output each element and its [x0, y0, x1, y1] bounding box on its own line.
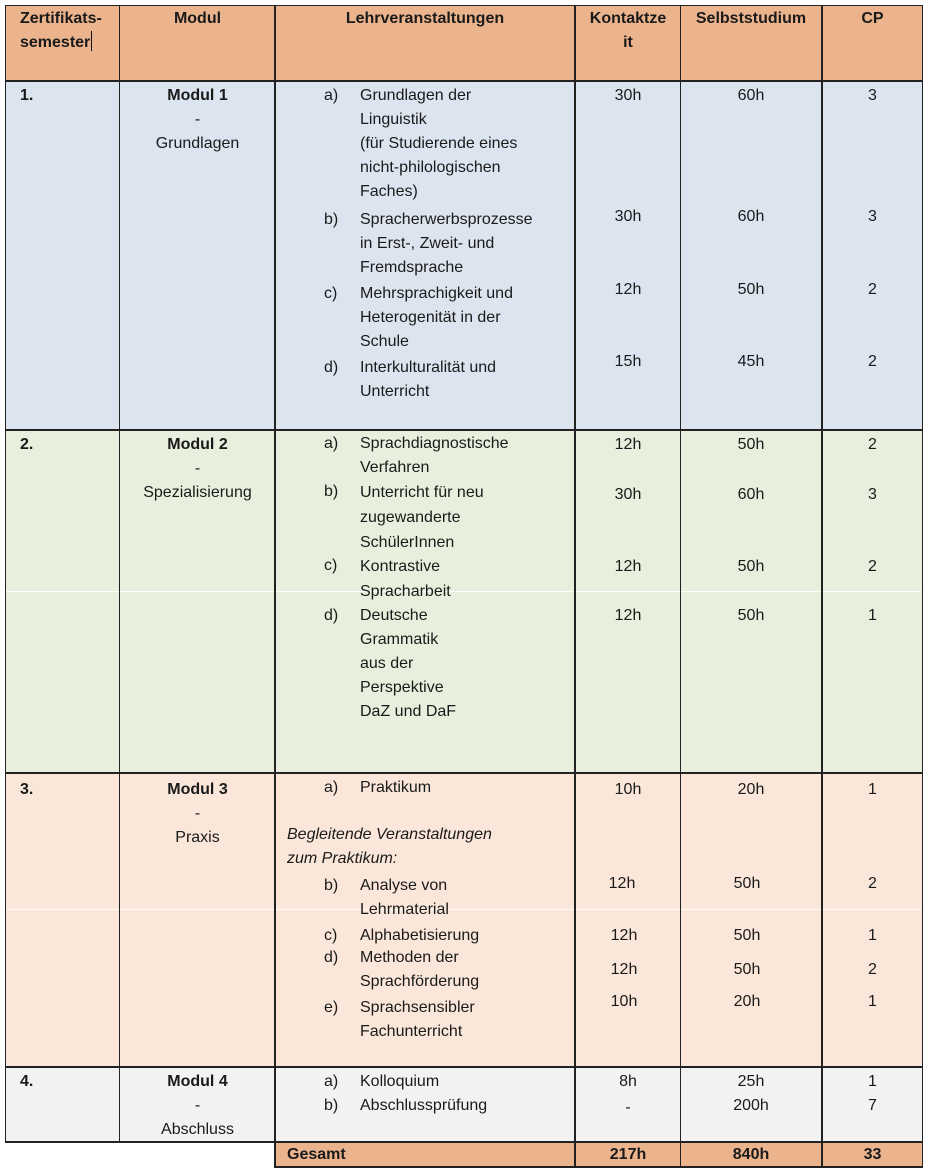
item-marker: d): [324, 949, 339, 966]
module-name: Modul 2: [167, 436, 228, 453]
self-study-hours: 60h: [737, 208, 765, 225]
credit-points: 1: [868, 927, 877, 944]
item-marker: e): [324, 999, 339, 1016]
self-study-hours: 60h: [737, 486, 765, 503]
module-cell: [120, 778, 275, 850]
credit-points: 2: [868, 436, 877, 453]
credit-points: 2: [868, 961, 877, 978]
item-marker: b): [324, 483, 339, 500]
item-marker: c): [324, 927, 338, 944]
self-study-hours: 50h: [733, 961, 761, 978]
credit-points: 1: [868, 607, 877, 624]
contact-hours: 30h: [614, 87, 642, 104]
item-marker: a): [324, 87, 339, 104]
faint-separator: [6, 591, 921, 592]
contact-hours: 30h: [614, 208, 642, 225]
credit-points: 3: [868, 87, 877, 104]
module-title: Spezialisierung: [143, 484, 252, 501]
border-h: [5, 772, 923, 774]
self-study-hours: 60h: [737, 87, 765, 104]
border-v: [119, 5, 120, 1142]
credit-points: 2: [868, 558, 877, 575]
self-study-hours: 50h: [733, 875, 761, 892]
contact-hours: -: [625, 1099, 631, 1116]
border-h: [5, 1066, 923, 1068]
faint-separator: [6, 909, 921, 910]
contact-hours: 12h: [608, 875, 636, 892]
credit-points: 7: [868, 1097, 877, 1114]
credit-points: 3: [868, 208, 877, 225]
semester-label: 1.: [20, 87, 34, 104]
semester-label: 4.: [20, 1073, 34, 1090]
border-h: [5, 80, 923, 82]
semester-label: 2.: [20, 436, 34, 453]
credit-points: 3: [868, 486, 877, 503]
total-contact-hours: 217h: [609, 1146, 647, 1163]
header-courses: Lehrveranstaltungen: [345, 10, 505, 27]
header-contact: Kontaktze it: [589, 10, 667, 51]
contact-hours: 8h: [619, 1073, 637, 1090]
module-cell: [120, 433, 275, 505]
module-name: Modul 4: [167, 1073, 228, 1090]
credit-points: 2: [868, 875, 877, 892]
self-study-hours: 200h: [733, 1097, 769, 1114]
module-dash: -: [194, 805, 201, 822]
border-h: [5, 429, 923, 431]
contact-hours: 10h: [610, 993, 638, 1010]
module-cell: [120, 1070, 275, 1142]
credit-points: 1: [868, 1073, 877, 1090]
border-v: [274, 5, 276, 1168]
total-label: Gesamt: [287, 1146, 346, 1163]
item-marker: d): [324, 359, 339, 376]
contact-hours: 30h: [614, 486, 642, 503]
border-h: [5, 5, 923, 6]
module-dash: -: [194, 111, 201, 128]
contact-hours: 12h: [610, 927, 638, 944]
credit-points: 2: [868, 281, 877, 298]
header-cp: CP: [861, 10, 884, 27]
item-marker: b): [324, 877, 339, 894]
module-dash: -: [194, 460, 201, 477]
self-study-hours: 50h: [737, 558, 765, 575]
credit-points: 2: [868, 353, 877, 370]
item-marker: d): [324, 607, 339, 624]
item-marker: b): [324, 211, 339, 228]
contact-hours: 10h: [614, 781, 642, 798]
border-v: [5, 5, 6, 1142]
contact-hours: 12h: [614, 281, 642, 298]
header-self-study: Selbststudium: [695, 10, 807, 27]
module-name: Modul 3: [167, 781, 228, 798]
credit-points: 1: [868, 993, 877, 1010]
module-cell: [120, 84, 275, 156]
self-study-hours: 25h: [737, 1073, 765, 1090]
header-module: Modul: [173, 10, 222, 27]
contact-hours: 12h: [614, 436, 642, 453]
header-semester: Zertifikats- semester: [20, 10, 102, 51]
contact-hours: 12h: [614, 607, 642, 624]
self-study-hours: 50h: [737, 281, 765, 298]
text-cursor: [91, 31, 92, 51]
contact-hours: 12h: [610, 961, 638, 978]
contact-hours: 15h: [614, 353, 642, 370]
module-dash: -: [194, 1097, 201, 1114]
item-marker: c): [324, 285, 338, 302]
credit-points: 1: [868, 781, 877, 798]
self-study-hours: 50h: [737, 607, 765, 624]
module-name: Modul 1: [167, 87, 228, 104]
module-title: Praxis: [175, 829, 220, 846]
border-v: [922, 5, 923, 1168]
total-self-study-hours: 840h: [732, 1146, 770, 1163]
accompanying-courses-label: Begleitende Veranstaltungen zum Praktikum:: [287, 826, 492, 867]
contact-hours: 12h: [614, 558, 642, 575]
item-marker: a): [324, 435, 339, 452]
self-study-hours: 50h: [737, 436, 765, 453]
module-title: Grundlagen: [155, 135, 240, 152]
item-marker: a): [324, 1073, 339, 1090]
item-marker: a): [324, 779, 339, 796]
self-study-hours: 50h: [733, 927, 761, 944]
total-credit-points: 33: [863, 1146, 882, 1163]
semester-label: 3.: [20, 781, 34, 798]
self-study-hours: 20h: [737, 781, 765, 798]
item-marker: b): [324, 1097, 339, 1114]
self-study-hours: 45h: [737, 353, 765, 370]
item-marker: c): [324, 557, 338, 574]
self-study-hours: 20h: [733, 993, 761, 1010]
module-title: Abschluss: [161, 1121, 234, 1138]
